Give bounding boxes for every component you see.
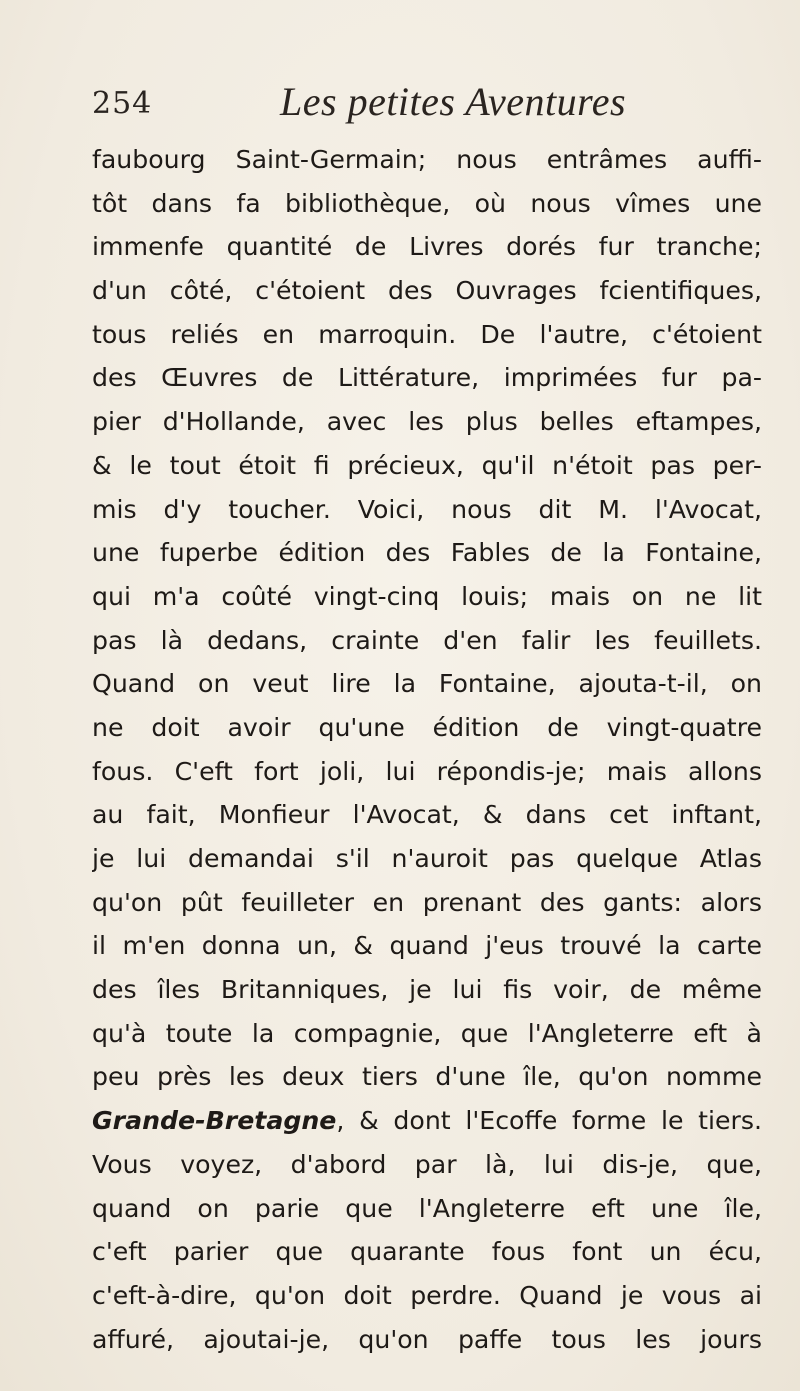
text-line: des Œuvres de Littérature, imprimées fur pa- [92,363,762,393]
text-line: c'eft parier que quarante fous font un écu, [92,1237,762,1267]
line-rest: , & dont l'Ecoffe forme le tiers. [336,1106,762,1136]
text-line: tôt dans fa bibliothèque, où nous vîmes une [92,188,762,218]
text-line: je lui demandai s'il n'auroit pas quelque Atlas [92,844,762,873]
text-line: qui m'a coûté vingt-cinq louis; mais on ne lit [92,581,762,611]
text-line: immenfe quantité de Livres dorés fur tranche; [92,232,762,262]
text-line: pas là dedans, crainte d'en falir les feuillets. [92,625,762,655]
page-number: 254 [92,86,153,121]
text-line: qu'on pût feuilleter en prenant des gants: alors [92,887,762,917]
text-line: une fuperbe édition des Fables de la Fontaine, [92,538,762,568]
text-line: & le tout étoit fi précieux, qu'il n'étoit pas per- [92,450,762,480]
text-line: mis d'y toucher. Voici, nous dit M. l'Avocat, [92,494,762,524]
text-line: il m'en donna un, & quand j'eus trouvé la carte [92,931,762,961]
text-line: ne doit avoir qu'une édition de vingt-quatre [92,712,762,742]
text-line: pier d'Hollande, avec les plus belles eftampes, [92,407,762,437]
text-line: qu'à toute la compagnie, que l'Angleterre eft à [92,1018,762,1048]
text-line: Quand on veut lire la Fontaine, ajouta-t-il, on [92,669,762,699]
text-line: au fait, Monfieur l'Avocat, & dans cet inftant, [92,800,762,830]
text-line: des îles Britanniques, je lui fis voir, de même [92,975,762,1005]
text-line: affuré, ajoutai-je, qu'on paffe tous les jours [92,1324,762,1354]
text-line: faubourg Saint-Germain; nous entrâmes auffi- [92,145,762,174]
page-header [92,78,732,128]
text-line: tous reliés en marroquin. De l'autre, c'étoient [92,319,762,349]
italic-phrase: Grande-Bretagne [92,1106,337,1136]
text-line: d'un côté, c'étoient des Ouvrages fcientifiques, [92,276,762,306]
text-line: quand on parie que l'Angleterre eft une île, [92,1193,762,1223]
text-line: fous. C'eft fort joli, lui répondis-je; mais allons [92,756,762,786]
body-text [92,138,762,1361]
text-line [92,1099,762,1143]
text-line: Vous voyez, d'abord par là, lui dis-je, que, [92,1149,762,1179]
text-line: peu près les deux tiers d'une île, qu'on nomme [92,1062,762,1092]
running-title: Les petites Aventures [280,79,627,124]
text-line: c'eft-à-dire, qu'on doit perdre. Quand je vous ai [92,1280,762,1310]
